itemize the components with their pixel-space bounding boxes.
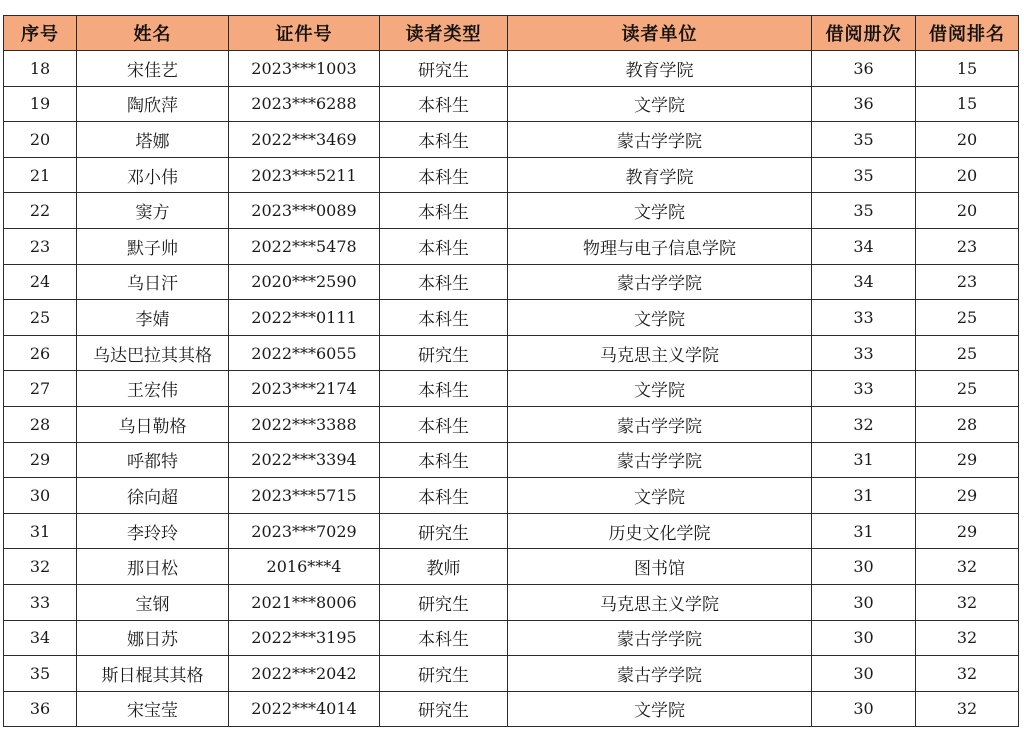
cell-reader-unit: 文学院 bbox=[508, 478, 812, 514]
cell-id-number: 2022***2042 bbox=[229, 656, 380, 692]
cell-reader-type: 本科生 bbox=[380, 478, 508, 514]
cell-reader-type: 本科生 bbox=[380, 157, 508, 193]
cell-borrow-rank: 32 bbox=[916, 549, 1019, 585]
cell-name: 宋宝莹 bbox=[77, 691, 229, 727]
cell-borrow-rank: 32 bbox=[916, 620, 1019, 656]
cell-name: 徐向超 bbox=[77, 478, 229, 514]
cell-borrow-rank: 32 bbox=[916, 691, 1019, 727]
table-row bbox=[4, 335, 1019, 371]
cell-name: 乌日勒格 bbox=[77, 406, 229, 442]
cell-id-number: 2016***4 bbox=[229, 549, 380, 585]
cell-reader-type: 本科生 bbox=[380, 300, 508, 336]
cell-id-number: 2022***4014 bbox=[229, 691, 380, 727]
cell-serial: 33 bbox=[4, 584, 77, 620]
cell-reader-type: 研究生 bbox=[380, 691, 508, 727]
borrowing-ranking-table bbox=[3, 15, 1019, 727]
cell-name: 塔娜 bbox=[77, 122, 229, 158]
table-row bbox=[4, 86, 1019, 122]
cell-name: 斯日棍其其格 bbox=[77, 656, 229, 692]
cell-reader-unit: 文学院 bbox=[508, 371, 812, 407]
table-row bbox=[4, 584, 1019, 620]
cell-id-number: 2023***6288 bbox=[229, 86, 380, 122]
cell-borrow-count: 35 bbox=[812, 193, 916, 229]
cell-id-number: 2023***7029 bbox=[229, 513, 380, 549]
cell-serial: 26 bbox=[4, 335, 77, 371]
cell-reader-unit: 教育学院 bbox=[508, 157, 812, 193]
cell-reader-type: 本科生 bbox=[380, 406, 508, 442]
cell-serial: 34 bbox=[4, 620, 77, 656]
cell-reader-unit: 马克思主义学院 bbox=[508, 584, 812, 620]
table-row bbox=[4, 406, 1019, 442]
table-row bbox=[4, 300, 1019, 336]
cell-borrow-rank: 25 bbox=[916, 335, 1019, 371]
cell-reader-type: 教师 bbox=[380, 549, 508, 585]
table-row bbox=[4, 228, 1019, 264]
cell-serial: 21 bbox=[4, 157, 77, 193]
cell-reader-unit: 蒙古学学院 bbox=[508, 406, 812, 442]
table-row bbox=[4, 442, 1019, 478]
cell-reader-unit: 历史文化学院 bbox=[508, 513, 812, 549]
cell-borrow-rank: 29 bbox=[916, 442, 1019, 478]
table-row bbox=[4, 513, 1019, 549]
ranking-table-container bbox=[3, 15, 1018, 727]
cell-borrow-count: 34 bbox=[812, 264, 916, 300]
cell-reader-unit: 马克思主义学院 bbox=[508, 335, 812, 371]
cell-id-number: 2022***3388 bbox=[229, 406, 380, 442]
cell-reader-type: 研究生 bbox=[380, 584, 508, 620]
cell-id-number: 2023***2174 bbox=[229, 371, 380, 407]
table-row bbox=[4, 620, 1019, 656]
cell-borrow-rank: 20 bbox=[916, 193, 1019, 229]
cell-reader-unit: 蒙古学学院 bbox=[508, 122, 812, 158]
header-cell-reader-type: 读者类型 bbox=[380, 16, 508, 51]
cell-id-number: 2023***0089 bbox=[229, 193, 380, 229]
cell-serial: 30 bbox=[4, 478, 77, 514]
cell-reader-unit: 教育学院 bbox=[508, 51, 812, 87]
cell-borrow-rank: 20 bbox=[916, 157, 1019, 193]
cell-borrow-count: 30 bbox=[812, 584, 916, 620]
cell-serial: 23 bbox=[4, 228, 77, 264]
cell-reader-type: 本科生 bbox=[380, 193, 508, 229]
cell-serial: 29 bbox=[4, 442, 77, 478]
cell-borrow-count: 31 bbox=[812, 513, 916, 549]
cell-borrow-count: 30 bbox=[812, 656, 916, 692]
cell-reader-type: 研究生 bbox=[380, 656, 508, 692]
cell-name: 宝钢 bbox=[77, 584, 229, 620]
cell-serial: 36 bbox=[4, 691, 77, 727]
table-row bbox=[4, 371, 1019, 407]
cell-name: 那日松 bbox=[77, 549, 229, 585]
cell-reader-unit: 文学院 bbox=[508, 86, 812, 122]
cell-name: 李婧 bbox=[77, 300, 229, 336]
cell-borrow-rank: 25 bbox=[916, 371, 1019, 407]
cell-id-number: 2020***2590 bbox=[229, 264, 380, 300]
cell-reader-unit: 蒙古学学院 bbox=[508, 620, 812, 656]
cell-serial: 19 bbox=[4, 86, 77, 122]
table-row bbox=[4, 157, 1019, 193]
cell-reader-unit: 文学院 bbox=[508, 691, 812, 727]
cell-name: 陶欣萍 bbox=[77, 86, 229, 122]
table-row bbox=[4, 656, 1019, 692]
table-header bbox=[4, 16, 1019, 51]
table-body bbox=[4, 51, 1019, 727]
cell-borrow-count: 30 bbox=[812, 620, 916, 656]
table-row bbox=[4, 691, 1019, 727]
cell-serial: 22 bbox=[4, 193, 77, 229]
cell-serial: 28 bbox=[4, 406, 77, 442]
cell-id-number: 2021***8006 bbox=[229, 584, 380, 620]
cell-borrow-rank: 23 bbox=[916, 228, 1019, 264]
cell-serial: 24 bbox=[4, 264, 77, 300]
cell-id-number: 2022***3394 bbox=[229, 442, 380, 478]
cell-borrow-count: 31 bbox=[812, 442, 916, 478]
header-cell-borrow-rank: 借阅排名 bbox=[916, 16, 1019, 51]
cell-borrow-rank: 20 bbox=[916, 122, 1019, 158]
cell-borrow-rank: 28 bbox=[916, 406, 1019, 442]
cell-reader-unit: 图书馆 bbox=[508, 549, 812, 585]
table-row bbox=[4, 549, 1019, 585]
cell-reader-unit: 物理与电子信息学院 bbox=[508, 228, 812, 264]
cell-name: 乌达巴拉其其格 bbox=[77, 335, 229, 371]
cell-name: 娜日苏 bbox=[77, 620, 229, 656]
cell-name: 王宏伟 bbox=[77, 371, 229, 407]
cell-reader-type: 研究生 bbox=[380, 335, 508, 371]
cell-reader-unit: 蒙古学学院 bbox=[508, 442, 812, 478]
cell-borrow-count: 33 bbox=[812, 300, 916, 336]
table-row bbox=[4, 264, 1019, 300]
cell-name: 默子帅 bbox=[77, 228, 229, 264]
cell-reader-unit: 蒙古学学院 bbox=[508, 264, 812, 300]
cell-serial: 25 bbox=[4, 300, 77, 336]
header-cell-name: 姓名 bbox=[77, 16, 229, 51]
cell-serial: 35 bbox=[4, 656, 77, 692]
cell-id-number: 2022***3469 bbox=[229, 122, 380, 158]
cell-reader-type: 本科生 bbox=[380, 228, 508, 264]
header-cell-id-number: 证件号 bbox=[229, 16, 380, 51]
cell-reader-unit: 文学院 bbox=[508, 300, 812, 336]
cell-reader-type: 本科生 bbox=[380, 264, 508, 300]
cell-borrow-rank: 15 bbox=[916, 86, 1019, 122]
cell-id-number: 2023***5715 bbox=[229, 478, 380, 514]
cell-serial: 27 bbox=[4, 371, 77, 407]
cell-borrow-count: 36 bbox=[812, 86, 916, 122]
cell-reader-type: 本科生 bbox=[380, 442, 508, 478]
cell-borrow-count: 35 bbox=[812, 122, 916, 158]
cell-id-number: 2022***5478 bbox=[229, 228, 380, 264]
table-row bbox=[4, 193, 1019, 229]
cell-borrow-count: 30 bbox=[812, 691, 916, 727]
cell-id-number: 2023***1003 bbox=[229, 51, 380, 87]
cell-serial: 18 bbox=[4, 51, 77, 87]
cell-borrow-rank: 15 bbox=[916, 51, 1019, 87]
cell-borrow-count: 32 bbox=[812, 406, 916, 442]
header-cell-reader-unit: 读者单位 bbox=[508, 16, 812, 51]
cell-borrow-rank: 32 bbox=[916, 656, 1019, 692]
cell-borrow-rank: 23 bbox=[916, 264, 1019, 300]
cell-borrow-count: 33 bbox=[812, 335, 916, 371]
cell-borrow-count: 34 bbox=[812, 228, 916, 264]
cell-reader-type: 研究生 bbox=[380, 51, 508, 87]
cell-borrow-count: 30 bbox=[812, 549, 916, 585]
cell-reader-type: 本科生 bbox=[380, 371, 508, 407]
cell-borrow-count: 36 bbox=[812, 51, 916, 87]
cell-name: 窦方 bbox=[77, 193, 229, 229]
cell-id-number: 2023***5211 bbox=[229, 157, 380, 193]
cell-id-number: 2022***3195 bbox=[229, 620, 380, 656]
header-cell-serial: 序号 bbox=[4, 16, 77, 51]
cell-reader-unit: 蒙古学学院 bbox=[508, 656, 812, 692]
cell-reader-unit: 文学院 bbox=[508, 193, 812, 229]
cell-reader-type: 本科生 bbox=[380, 122, 508, 158]
cell-name: 宋佳艺 bbox=[77, 51, 229, 87]
cell-serial: 32 bbox=[4, 549, 77, 585]
cell-borrow-count: 33 bbox=[812, 371, 916, 407]
cell-id-number: 2022***0111 bbox=[229, 300, 380, 336]
cell-serial: 31 bbox=[4, 513, 77, 549]
header-row bbox=[4, 16, 1019, 51]
table-row bbox=[4, 478, 1019, 514]
cell-name: 乌日汗 bbox=[77, 264, 229, 300]
cell-name: 李玲玲 bbox=[77, 513, 229, 549]
cell-borrow-count: 35 bbox=[812, 157, 916, 193]
cell-reader-type: 本科生 bbox=[380, 86, 508, 122]
cell-borrow-count: 31 bbox=[812, 478, 916, 514]
cell-name: 呼都特 bbox=[77, 442, 229, 478]
cell-borrow-rank: 25 bbox=[916, 300, 1019, 336]
cell-borrow-rank: 29 bbox=[916, 513, 1019, 549]
cell-id-number: 2022***6055 bbox=[229, 335, 380, 371]
cell-reader-type: 研究生 bbox=[380, 513, 508, 549]
cell-borrow-rank: 32 bbox=[916, 584, 1019, 620]
table-row bbox=[4, 122, 1019, 158]
cell-name: 邓小伟 bbox=[77, 157, 229, 193]
cell-reader-type: 本科生 bbox=[380, 620, 508, 656]
cell-serial: 20 bbox=[4, 122, 77, 158]
table-row bbox=[4, 51, 1019, 87]
header-cell-borrow-count: 借阅册次 bbox=[812, 16, 916, 51]
cell-borrow-rank: 29 bbox=[916, 478, 1019, 514]
